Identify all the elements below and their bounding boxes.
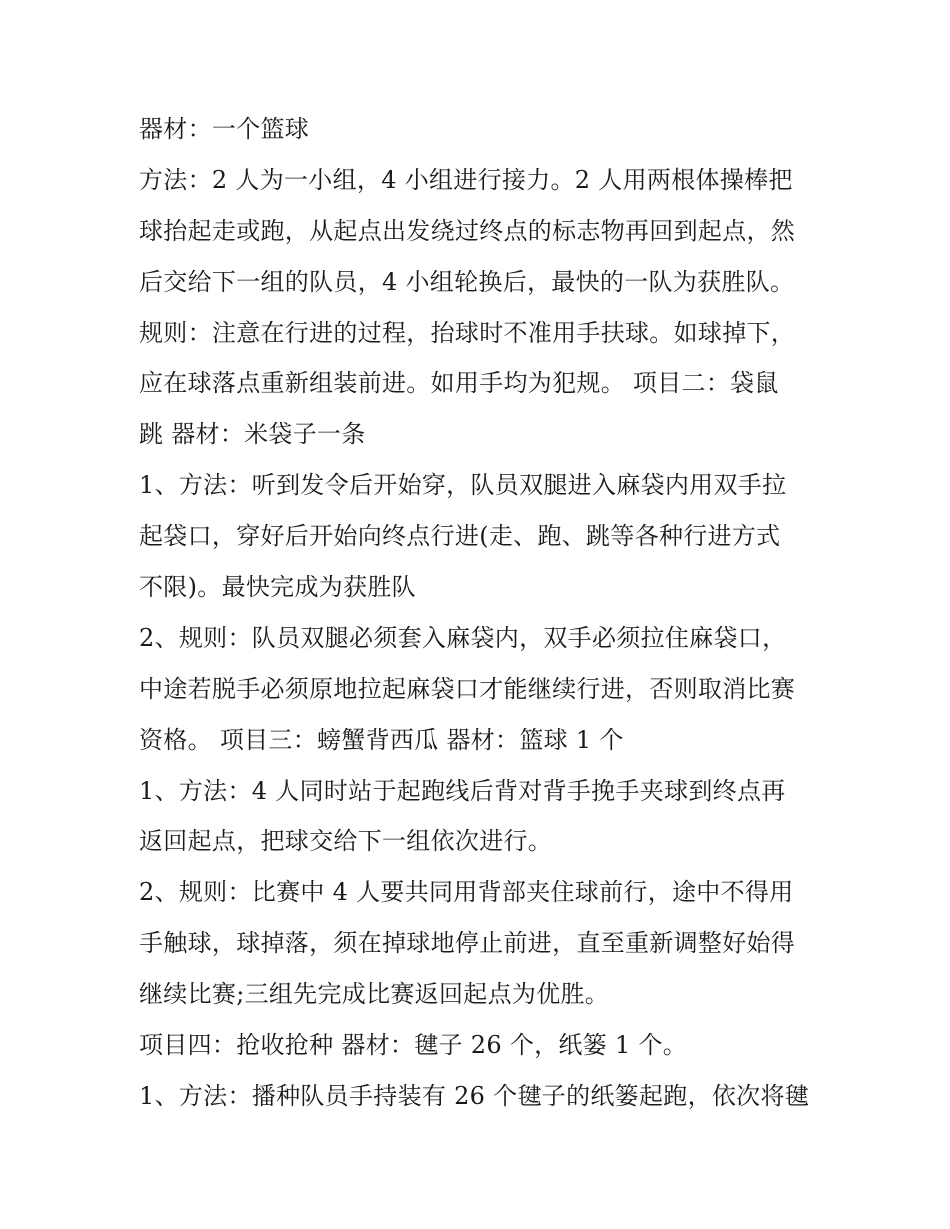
text-line: 球抬起走或跑，从起点出发绕过终点的标志物再回到起点，然 [139,216,796,245]
text-line: 继续比赛;三组先完成比赛返回起点为优胜。 [139,980,610,1009]
text-line: 后交给下一组的队员，4 小组轮换后，最快的一队为获胜队。 [139,267,795,296]
text-line: 规则：注意在行进的过程，抬球时不准用手扶球。如球掉下， [139,318,796,347]
text-line: 手触球，球掉落，须在掉球地停止前进，直至重新调整好始得 [139,929,796,958]
text-line: 应在球落点重新组装前进。如用手均为犯规。 项目二：袋鼠 [139,369,779,398]
text-line: 项目四：抢收抢种 器材：毽子 26 个，纸篓 1 个。 [139,1031,688,1060]
text-line: 跳 器材：米袋子一条 [139,420,366,449]
text-line: 中途若脱手必须原地拉起麻袋口才能继续行进，否则取消比赛 [139,674,796,703]
text-line: 方法：2 人为一小组，4 小组进行接力。2 人用两根体操棒把 [139,165,793,194]
text-line: 资格。 项目三：螃蟹背西瓜 器材：篮球 1 个 [139,725,624,754]
text-line: 1、方法：4 人同时站于起跑线后背对背手挽手夹球到终点再 [139,776,786,805]
text-line: 不限)。最快完成为获胜队 [139,573,416,602]
text-line: 2、规则：比赛中 4 人要共同用背部夹住球前行，途中不得用 [139,878,794,907]
text-line: 1、方法：听到发令后开始穿，队员双腿进入麻袋内用双手拉 [139,471,787,500]
text-line: 2、规则：队员双腿必须套入麻袋内，双手必须拉住麻袋口， [139,623,787,652]
text-line: 起袋口，穿好后开始向终点行进(走、跑、跳等各种行进方式 [139,522,781,551]
text-line: 1、方法：播种队员手持装有 26 个毽子的纸篓起跑，依次将毽 [139,1081,810,1110]
text-line: 器材：一个篮球 [139,115,310,143]
text-line: 返回起点，把球交给下一组依次进行。 [139,827,553,856]
document-body [139,108,839,1126]
